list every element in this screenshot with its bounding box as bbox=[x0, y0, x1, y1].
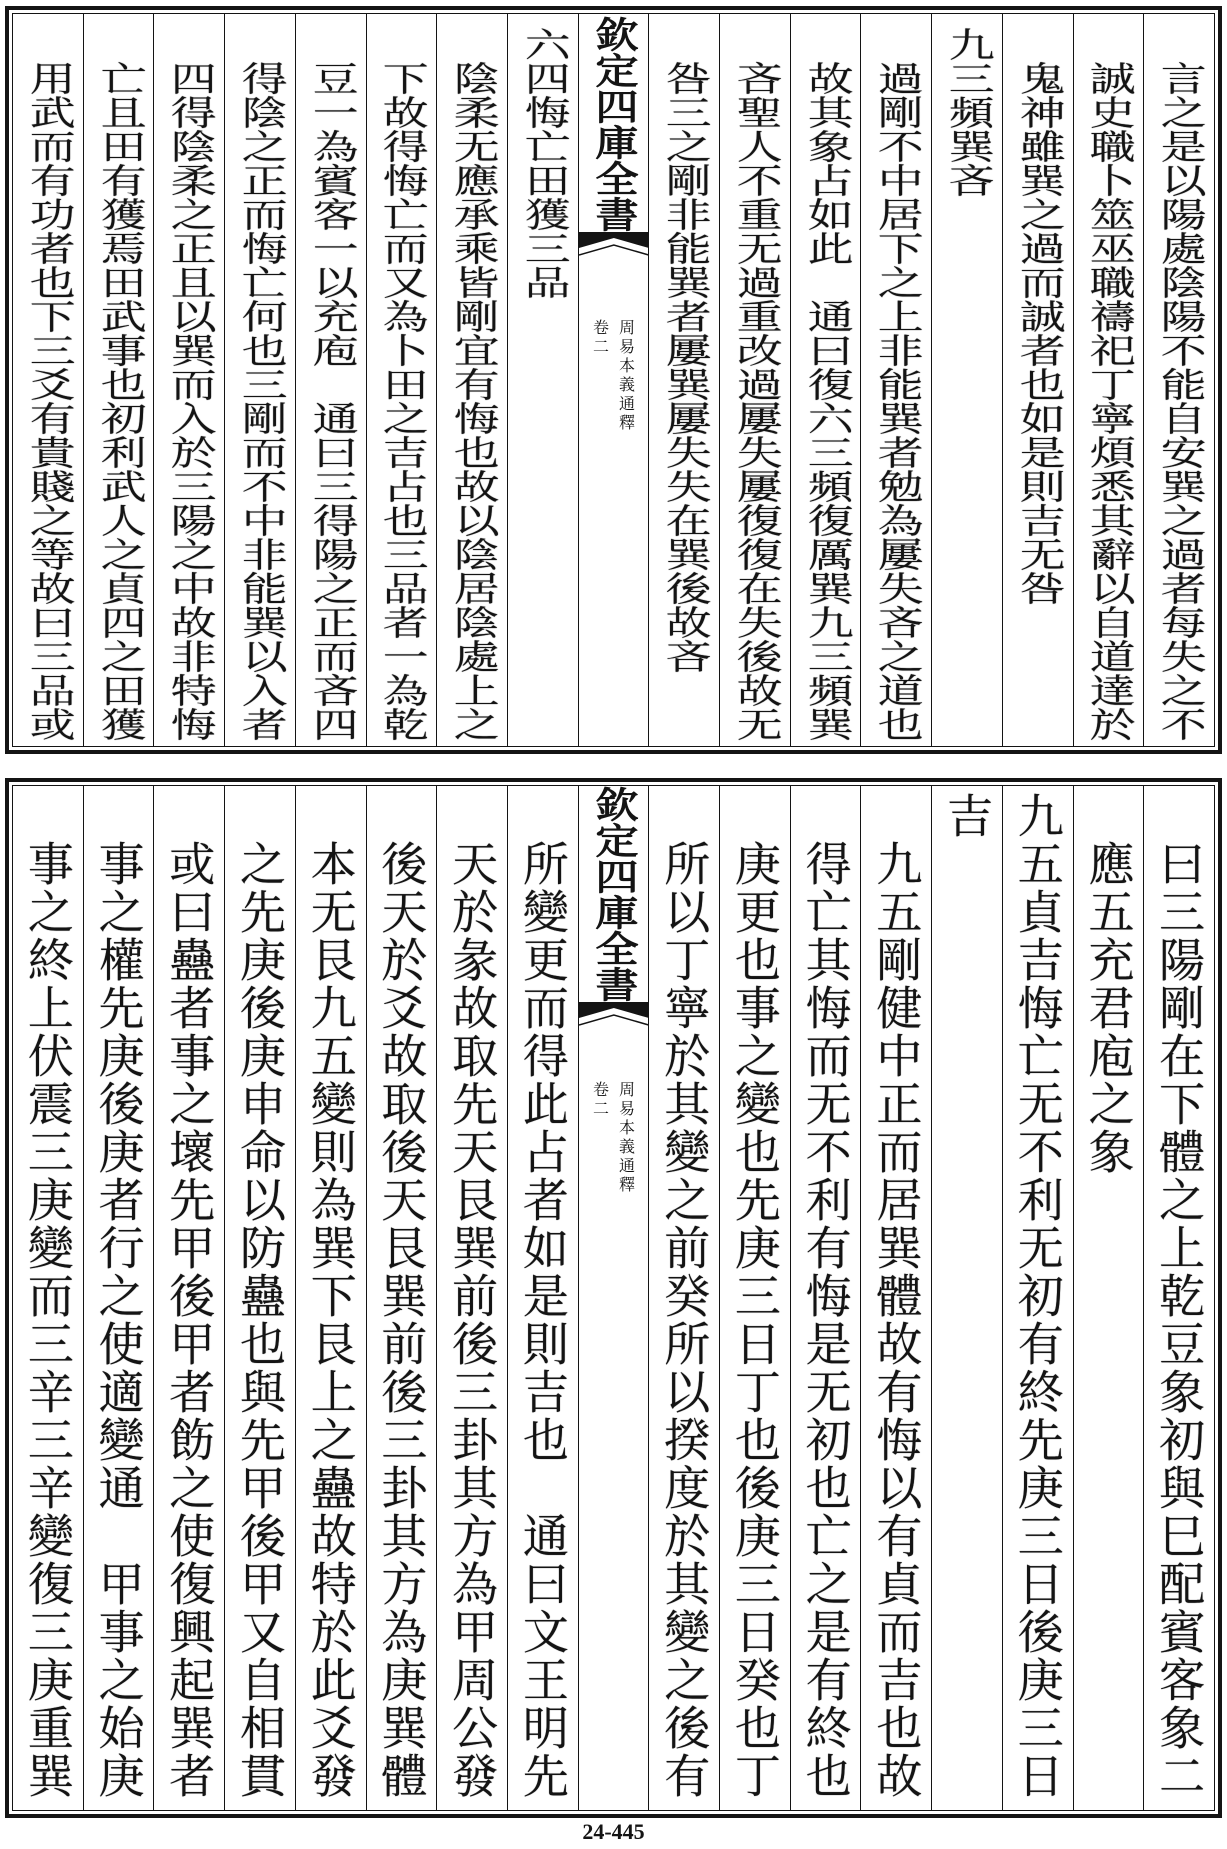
column-cell bbox=[436, 786, 507, 1810]
commentary-column: 九五剛健中正而居巽體故有悔以有貞而吉也故 bbox=[869, 840, 924, 1800]
commentary-column: 得亡其悔而无不利有悔是无初也亡之是有終也 bbox=[798, 840, 853, 1800]
column-cell bbox=[13, 786, 83, 1810]
commentary-column: 本无艮九五變則為巽下艮上之蠱故特於此爻發 bbox=[303, 840, 358, 1800]
commentary-column: 咎三之剛非能巽者屢巽屢失失在巽後故吝 bbox=[657, 61, 712, 673]
column-cell bbox=[1002, 14, 1073, 746]
commentary-column: 陰柔无應承乘皆剛宜有悔也故以陰居陰處上之 bbox=[445, 61, 500, 741]
column-cell bbox=[1073, 786, 1144, 1810]
column-cell bbox=[153, 786, 224, 1810]
commentary-column: 亡且田有獲焉田武事也初利武人之貞四之田獲 bbox=[91, 61, 146, 741]
column-cell bbox=[1073, 14, 1144, 746]
banxin-center-column bbox=[578, 786, 649, 1810]
commentary-column: 四得陰柔之正且以巽而入於三陽之中故非特悔 bbox=[162, 61, 217, 741]
column-cell bbox=[295, 14, 366, 746]
fishtail-mark bbox=[579, 232, 649, 260]
top-half-page bbox=[5, 6, 1222, 754]
column-cell bbox=[295, 786, 366, 1810]
column-cell bbox=[366, 786, 437, 1810]
column-cell bbox=[507, 786, 578, 1810]
column-cell bbox=[719, 786, 790, 1810]
commentary-column: 事之權先庚後庚者行之使適變通 甲事之始庚 bbox=[91, 840, 146, 1800]
commentary-column: 應五充君庖之象 bbox=[1081, 840, 1136, 1176]
heading-column: 六四悔亡田獲三品 bbox=[515, 27, 570, 299]
commentary-column: 事之終上伏震三庚變而三辛三辛變復三庚重巽 bbox=[20, 840, 75, 1800]
column-cell bbox=[83, 14, 154, 746]
column-cell bbox=[790, 786, 861, 1810]
column-grid bbox=[12, 785, 1215, 1811]
column-cell bbox=[436, 14, 507, 746]
banxin-center-column bbox=[578, 14, 649, 746]
commentary-column: 吝聖人不重无過重改過屢失屢復復在失後故无 bbox=[727, 61, 782, 741]
column-cell bbox=[860, 14, 931, 746]
column-cell bbox=[366, 14, 437, 746]
banxin-title: 欽定四庫全書 bbox=[588, 786, 639, 1002]
commentary-column: 鬼神雖巽之過而誠者也如是則吉无咎 bbox=[1010, 61, 1065, 605]
commentary-column: 下故得悔亡而又為卜田之吉占也三品者一為乾 bbox=[374, 61, 429, 741]
column-cell bbox=[931, 786, 1002, 1810]
page-number-footer: 24-445 bbox=[582, 1819, 645, 1844]
column-cell bbox=[507, 14, 578, 746]
column-cell bbox=[224, 14, 295, 746]
banxin-book-title: 周易本義通釋 bbox=[616, 319, 636, 433]
banxin-book-title: 周易本義通釋 bbox=[616, 1081, 636, 1195]
commentary-column: 誠史職卜筮巫職禱祀丁寧煩悉其辭以自道達於 bbox=[1081, 61, 1136, 741]
column-cell bbox=[13, 14, 83, 746]
commentary-column: 天於彖故取先天艮巽前後三卦其方為甲周公發 bbox=[445, 840, 500, 1800]
heading-column: 九五貞吉悔亡无不利无初有終先庚三日後庚三日 bbox=[1010, 792, 1065, 1800]
commentary-column: 過剛不中居下之上非能巽者勉為屢失吝之道也 bbox=[869, 61, 924, 741]
column-cell bbox=[153, 14, 224, 746]
fishtail-mark bbox=[579, 1002, 649, 1030]
commentary-column: 言之是以陽處陰陽不能自安巽之過者每失之不 bbox=[1152, 61, 1207, 741]
heading-column: 吉 bbox=[940, 792, 995, 840]
commentary-column: 故其象占如此 通曰復六三頻復厲巽九三頻巽 bbox=[798, 61, 853, 741]
column-cell bbox=[648, 786, 719, 1810]
commentary-column: 之先庚後庚申命以防蠱也與先甲後甲又自相貫 bbox=[233, 840, 287, 1800]
banxin-title: 欽定四庫全書 bbox=[588, 16, 639, 232]
column-cell bbox=[1143, 14, 1214, 746]
column-cell bbox=[719, 14, 790, 746]
commentary-column: 用武而有功者也下三爻有貴賤之等故曰三品或 bbox=[20, 61, 75, 741]
commentary-column: 曰三陽剛在下體之上乾豆象初與巳配賓客象二 bbox=[1152, 840, 1207, 1800]
column-cell bbox=[648, 14, 719, 746]
column-cell bbox=[83, 786, 154, 1810]
column-cell bbox=[860, 786, 931, 1810]
column-cell bbox=[224, 786, 295, 1810]
bottom-half-page bbox=[5, 778, 1222, 1818]
commentary-column: 後天於爻故取後天艮巽前後三卦其方為庚巽體 bbox=[374, 840, 429, 1800]
banxin-volume: 卷二 bbox=[590, 319, 610, 357]
commentary-column: 或曰蠱者事之壞先甲後甲者飭之使復興起巽者 bbox=[162, 840, 217, 1800]
column-cell bbox=[931, 14, 1002, 746]
commentary-column: 庚更也事之變也先庚三日丁也後庚三日癸也丁 bbox=[727, 840, 782, 1800]
column-cell bbox=[1002, 786, 1073, 1810]
commentary-column: 所變更而得此占者如是則吉也 通曰文王明先 bbox=[515, 840, 570, 1800]
banxin-volume: 卷二 bbox=[590, 1081, 610, 1119]
commentary-column: 豆一為賓客一以充庖 通曰三得陽之正而吝四 bbox=[303, 61, 358, 741]
column-cell bbox=[1143, 786, 1214, 1810]
column-grid bbox=[12, 13, 1215, 747]
commentary-column: 得陰之正而悔亡何也三剛而不中非能巽以入者 bbox=[233, 61, 287, 741]
commentary-column: 所以丁寧於其變之前癸所以揆度於其變之後有 bbox=[657, 840, 712, 1800]
heading-column: 九三頻巽吝 bbox=[940, 27, 995, 197]
column-cell bbox=[790, 14, 861, 746]
